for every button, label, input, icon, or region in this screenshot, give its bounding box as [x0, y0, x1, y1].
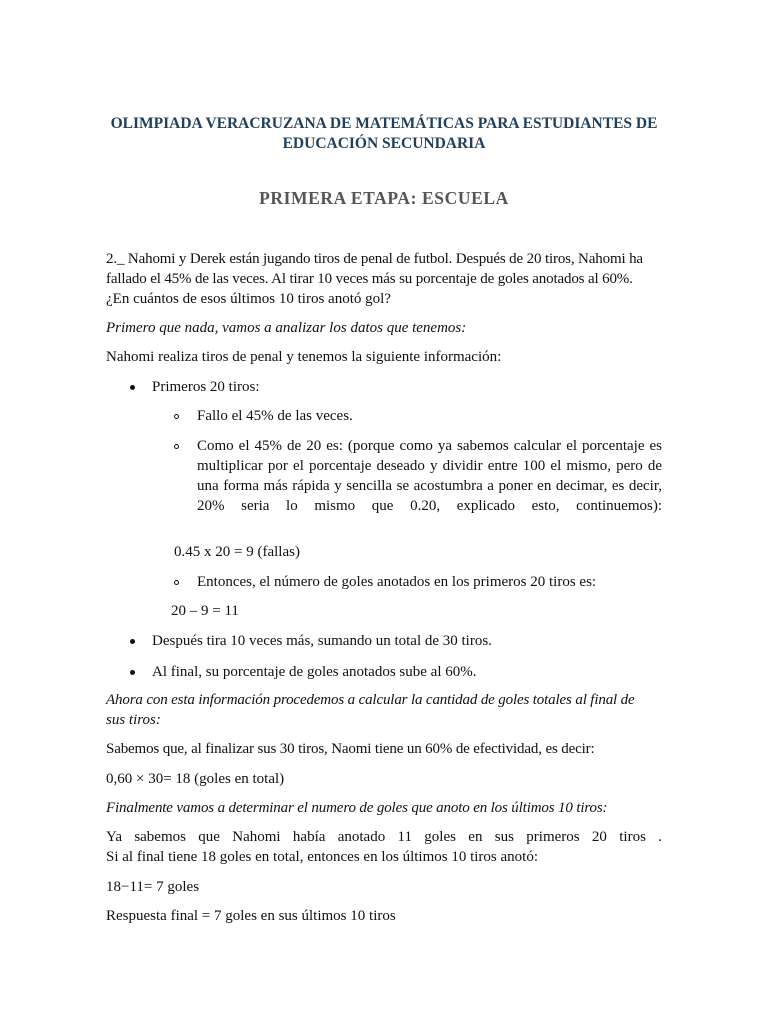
italic-determine: Finalmente vamos a determinar el numero de goles que anoto en los últimos 10 tiros: — [106, 800, 608, 816]
calc-goals-first: 20 – 9 = 11 — [171, 603, 239, 619]
stage-heading: PRIMERA ETAPA: ESCUELA — [259, 188, 509, 208]
calc-total-goals: 0,60 × 30= 18 (goles en total) — [106, 771, 285, 787]
intro-italic: Primero que nada, vamos a analizar los datos que tenemos: — [106, 320, 467, 336]
calc-fails: 0.45 x 20 = 9 (fallas) — [174, 544, 300, 560]
line-total-effectiveness: Sabemos que, al finalizar sus 30 tiros, Naomi tiene un 60% de efectividad, es decir: — [106, 741, 595, 757]
sub-bullet-goals: Entonces, el número de goles anotados en los primeros 20 tiros es: — [197, 574, 597, 590]
italic-procedure-line-2: sus tiros: — [106, 712, 161, 728]
line-already-know: Ya sabemos que Nahomi había anotado 11 goles en sus primeros 20 tiros . — [106, 829, 662, 845]
title-line-1: OLIMPIADA VERACRUZANA DE MATEMÁTICAS PARA ESTUDIANTES DE — [110, 115, 658, 132]
sub-bullet-explain-line-4: 20% seria lo mismo que 0.20, explicado esto, continuemos): — [197, 498, 662, 514]
italic-procedure-line-1: Ahora con esta información procedemos a calcular la cantidad de goles totales al final de — [106, 692, 635, 708]
title-line-2: EDUCACIÓN SECUNDARIA — [282, 135, 486, 152]
bullet-dot-icon — [130, 639, 135, 644]
line-if-final: Si al final tiene 18 goles en total, entonces en los últimos 10 tiros anotó: — [106, 849, 539, 865]
sub-bullet-explain-line-1: Como el 45% de 20 es: (porque como ya sabemos calcular el porcentaje es — [197, 438, 662, 454]
bullet-then: Después tira 10 veces más, sumando un total de 30 tiros. — [152, 633, 492, 649]
sub-bullet-circle-icon — [174, 580, 179, 585]
sub-bullet-circle-icon — [174, 414, 179, 419]
final-answer: Respuesta final = 7 goles en sus últimos 10 tiros — [106, 908, 396, 924]
bullet-dot-icon — [130, 385, 135, 390]
problem-line-3: ¿En cuántos de esos últimos 10 tiros anotó gol? — [106, 291, 391, 307]
sub-bullet-explain-line-3: una forma más rápida y sencilla se acostumbra a poner en decimar, es decir, — [197, 478, 662, 494]
sub-bullet-circle-icon — [174, 444, 179, 449]
sub-bullet-fail: Fallo el 45% de las veces. — [197, 408, 353, 424]
bullet-dot-icon — [130, 670, 135, 675]
calc-last-goals: 18−11= 7 goles — [106, 879, 200, 895]
info-line: Nahomi realiza tiros de penal y tenemos la siguiente información: — [106, 349, 502, 365]
problem-line-1: 2._ Nahomi y Derek están jugando tiros de penal de futbol. Después de 20 tiros, Nahomi ha — [106, 251, 643, 267]
bullet-final: Al final, su porcentaje de goles anotados sube al 60%. — [152, 664, 477, 680]
bullet-first-20: Primeros 20 tiros: — [152, 379, 260, 395]
sub-bullet-explain-line-2: multiplicar por el porcentaje deseado y dividir entre 100 el mismo, pero de — [197, 458, 662, 474]
problem-line-2: fallado el 45% de las veces. Al tirar 10 veces más su porcentaje de goles anotados al 60%. — [106, 271, 633, 287]
